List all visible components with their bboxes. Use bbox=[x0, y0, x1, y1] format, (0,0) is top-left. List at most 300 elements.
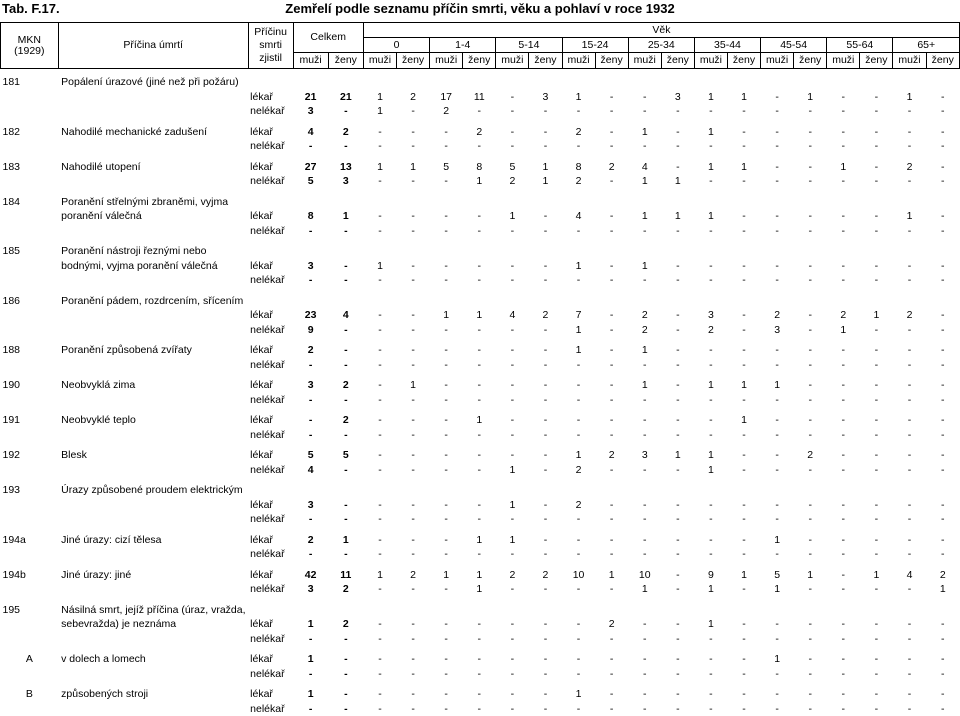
determined-by: nelékař bbox=[248, 323, 293, 338]
cause-code: 185 bbox=[1, 244, 59, 288]
age-value: - bbox=[661, 343, 694, 358]
age-value: - bbox=[694, 512, 727, 527]
cause-name: Úrazy způsobené proudem elektrickým bbox=[58, 483, 248, 527]
total-value: - bbox=[328, 667, 363, 682]
total-value: - bbox=[328, 104, 363, 119]
age-value: - bbox=[761, 463, 794, 478]
age-value: 2 bbox=[430, 104, 463, 119]
age-value: 2 bbox=[529, 568, 562, 583]
age-value: - bbox=[893, 448, 926, 463]
age-value: - bbox=[529, 547, 562, 562]
total-value: 4 bbox=[328, 308, 363, 323]
age-value: - bbox=[562, 533, 595, 548]
age-value: - bbox=[860, 273, 893, 288]
cause-code: 188 bbox=[1, 343, 59, 372]
age-value: - bbox=[794, 512, 827, 527]
filler-cell bbox=[248, 483, 959, 498]
cause-name: způsobených stroji bbox=[58, 687, 248, 716]
age-value: 1 bbox=[628, 582, 661, 597]
age-value: - bbox=[661, 568, 694, 583]
age-value: 5 bbox=[496, 160, 529, 175]
age-value: - bbox=[463, 273, 496, 288]
age-group-header: 1-4 bbox=[430, 38, 496, 53]
total-value: 11 bbox=[328, 568, 363, 583]
age-value: - bbox=[926, 463, 959, 478]
age-value: - bbox=[595, 413, 628, 428]
age-value: - bbox=[893, 667, 926, 682]
determined-by: nelékař bbox=[248, 632, 293, 647]
age-value: - bbox=[430, 413, 463, 428]
age-value: - bbox=[893, 259, 926, 274]
cause-code: A bbox=[1, 652, 59, 681]
age-group-header: 25-34 bbox=[628, 38, 694, 53]
determined-by: nelékař bbox=[248, 358, 293, 373]
age-value: - bbox=[860, 632, 893, 647]
total-value: 3 bbox=[293, 378, 328, 393]
age-value: - bbox=[761, 358, 794, 373]
cause-name: Poranění pádem, rozdrcením, sřícením bbox=[58, 294, 248, 338]
male-header: muži bbox=[827, 53, 860, 69]
age-value: 1 bbox=[397, 160, 430, 175]
age-value: - bbox=[761, 104, 794, 119]
total-value: 2 bbox=[328, 378, 363, 393]
age-value: - bbox=[926, 413, 959, 428]
age-value: - bbox=[463, 547, 496, 562]
age-value: - bbox=[827, 652, 860, 667]
male-header: muži bbox=[496, 53, 529, 69]
cause-name: Neobvyklé teplo bbox=[58, 413, 248, 442]
age-value: - bbox=[529, 582, 562, 597]
age-value: - bbox=[794, 533, 827, 548]
age-value: - bbox=[496, 358, 529, 373]
table-body bbox=[1, 69, 960, 716]
age-value: - bbox=[794, 259, 827, 274]
female-header: ženy bbox=[794, 53, 827, 69]
age-value: - bbox=[661, 702, 694, 716]
age-value: - bbox=[562, 547, 595, 562]
cause-code: 184 bbox=[1, 195, 59, 239]
age-value: - bbox=[827, 617, 860, 632]
age-value: - bbox=[827, 533, 860, 548]
age-value: - bbox=[860, 702, 893, 716]
determined-by: lékař bbox=[248, 413, 293, 428]
age-value: - bbox=[761, 617, 794, 632]
age-value: - bbox=[694, 667, 727, 682]
age-value: - bbox=[761, 632, 794, 647]
age-value: - bbox=[363, 667, 396, 682]
age-value: - bbox=[463, 702, 496, 716]
age-value: - bbox=[661, 393, 694, 408]
age-value: - bbox=[595, 308, 628, 323]
age-value: 3 bbox=[628, 448, 661, 463]
age-value: - bbox=[397, 104, 430, 119]
age-value: 1 bbox=[463, 308, 496, 323]
mortality-table bbox=[0, 22, 960, 716]
age-value: - bbox=[893, 104, 926, 119]
age-value: 1 bbox=[628, 125, 661, 140]
determined-by: lékař bbox=[248, 209, 293, 224]
age-value: - bbox=[694, 533, 727, 548]
age-value: - bbox=[463, 428, 496, 443]
age-value: - bbox=[661, 358, 694, 373]
age-value: - bbox=[860, 224, 893, 239]
age-value: - bbox=[397, 125, 430, 140]
age-value: - bbox=[595, 687, 628, 702]
determined-by: nelékař bbox=[248, 702, 293, 716]
age-value: - bbox=[794, 224, 827, 239]
age-value: - bbox=[694, 343, 727, 358]
age-value: - bbox=[761, 273, 794, 288]
age-value: - bbox=[595, 547, 628, 562]
age-value: - bbox=[595, 224, 628, 239]
age-value: - bbox=[661, 259, 694, 274]
age-value: - bbox=[628, 702, 661, 716]
age-value: - bbox=[926, 547, 959, 562]
age-value: - bbox=[827, 273, 860, 288]
total-value: - bbox=[328, 393, 363, 408]
cause-code: 194b bbox=[1, 568, 59, 597]
age-value: - bbox=[496, 413, 529, 428]
age-value: - bbox=[430, 358, 463, 373]
age-value: - bbox=[529, 358, 562, 373]
age-value: - bbox=[595, 428, 628, 443]
age-value: - bbox=[628, 139, 661, 154]
age-value: - bbox=[397, 273, 430, 288]
determined-by: lékař bbox=[248, 125, 293, 140]
age-value: - bbox=[694, 273, 727, 288]
age-value: - bbox=[430, 463, 463, 478]
male-header: muži bbox=[293, 53, 328, 69]
age-value: - bbox=[827, 547, 860, 562]
age-value: - bbox=[827, 687, 860, 702]
age-value: - bbox=[529, 259, 562, 274]
age-value: - bbox=[926, 160, 959, 175]
age-value: - bbox=[860, 104, 893, 119]
age-value: - bbox=[363, 512, 396, 527]
age-value: - bbox=[628, 224, 661, 239]
age-value: - bbox=[363, 428, 396, 443]
age-value: 1 bbox=[661, 174, 694, 189]
age-value: - bbox=[860, 209, 893, 224]
age-value: - bbox=[595, 533, 628, 548]
age-value: - bbox=[595, 90, 628, 105]
age-value: - bbox=[827, 667, 860, 682]
age-value: 3 bbox=[529, 90, 562, 105]
total-value: 3 bbox=[293, 498, 328, 513]
age-group-header: 0 bbox=[363, 38, 429, 53]
age-value: - bbox=[794, 413, 827, 428]
age-value: - bbox=[496, 104, 529, 119]
age-value: 4 bbox=[893, 568, 926, 583]
age-value: - bbox=[727, 582, 760, 597]
age-value: - bbox=[562, 393, 595, 408]
female-header: ženy bbox=[397, 53, 430, 69]
total-value: 1 bbox=[293, 687, 328, 702]
age-value: 1 bbox=[926, 582, 959, 597]
age-value: - bbox=[893, 632, 926, 647]
age-value: - bbox=[727, 104, 760, 119]
age-value: - bbox=[397, 533, 430, 548]
age-value: - bbox=[595, 125, 628, 140]
age-value: - bbox=[529, 533, 562, 548]
age-value: - bbox=[926, 652, 959, 667]
age-value: - bbox=[463, 378, 496, 393]
age-value: 2 bbox=[595, 617, 628, 632]
age-value: - bbox=[727, 632, 760, 647]
determined-by: nelékař bbox=[248, 273, 293, 288]
age-value: - bbox=[827, 174, 860, 189]
age-value: 1 bbox=[529, 174, 562, 189]
age-value: - bbox=[661, 125, 694, 140]
age-value: - bbox=[430, 323, 463, 338]
age-value: - bbox=[694, 428, 727, 443]
age-value: - bbox=[363, 533, 396, 548]
age-value: - bbox=[363, 343, 396, 358]
determined-by: lékař bbox=[248, 617, 293, 632]
age-value: 1 bbox=[628, 209, 661, 224]
cause-name: Poranění způsobená zvířaty bbox=[58, 343, 248, 372]
age-value: 4 bbox=[562, 209, 595, 224]
age-value: - bbox=[827, 632, 860, 647]
age-value: 1 bbox=[463, 533, 496, 548]
total-value: - bbox=[328, 498, 363, 513]
age-value: - bbox=[893, 413, 926, 428]
age-value: 1 bbox=[727, 568, 760, 583]
age-value: - bbox=[397, 413, 430, 428]
age-value: - bbox=[761, 413, 794, 428]
age-value: - bbox=[595, 323, 628, 338]
age-value: 1 bbox=[694, 90, 727, 105]
total-value: - bbox=[328, 139, 363, 154]
age-value: - bbox=[628, 90, 661, 105]
age-value: - bbox=[529, 687, 562, 702]
age-value: - bbox=[661, 413, 694, 428]
age-value: - bbox=[661, 687, 694, 702]
age-value: - bbox=[628, 358, 661, 373]
age-value: - bbox=[430, 378, 463, 393]
age-value: 2 bbox=[496, 568, 529, 583]
determined-by: lékař bbox=[248, 533, 293, 548]
age-value: - bbox=[496, 139, 529, 154]
determined-by: lékař bbox=[248, 259, 293, 274]
age-value: - bbox=[761, 343, 794, 358]
age-value: - bbox=[363, 393, 396, 408]
age-group-header: 45-54 bbox=[761, 38, 827, 53]
age-value: - bbox=[694, 393, 727, 408]
age-value: - bbox=[761, 702, 794, 716]
age-value: - bbox=[827, 209, 860, 224]
age-value: - bbox=[397, 139, 430, 154]
age-value: - bbox=[761, 393, 794, 408]
age-value: - bbox=[595, 498, 628, 513]
age-value: 1 bbox=[694, 617, 727, 632]
age-value: 1 bbox=[463, 568, 496, 583]
name-continuation-row bbox=[1, 75, 960, 90]
age-value: - bbox=[363, 125, 396, 140]
determined-by: nelékař bbox=[248, 224, 293, 239]
determined-by: lékař bbox=[248, 498, 293, 513]
age-value: - bbox=[661, 632, 694, 647]
age-value: - bbox=[430, 547, 463, 562]
determined-by: nelékař bbox=[248, 174, 293, 189]
cause-code: 192 bbox=[1, 448, 59, 477]
age-value: - bbox=[893, 139, 926, 154]
determined-by: nelékař bbox=[248, 393, 293, 408]
age-value: - bbox=[860, 463, 893, 478]
age-value: - bbox=[363, 224, 396, 239]
age-value: 2 bbox=[562, 174, 595, 189]
age-value: - bbox=[397, 463, 430, 478]
age-value: - bbox=[926, 617, 959, 632]
age-value: - bbox=[628, 273, 661, 288]
age-value: - bbox=[496, 547, 529, 562]
total-value: - bbox=[328, 323, 363, 338]
age-value: 8 bbox=[562, 160, 595, 175]
age-value: - bbox=[529, 139, 562, 154]
age-value: - bbox=[562, 273, 595, 288]
age-value: - bbox=[694, 413, 727, 428]
age-value: - bbox=[496, 652, 529, 667]
age-value: - bbox=[827, 498, 860, 513]
total-value: - bbox=[328, 687, 363, 702]
mkn-header: MKN (1929) bbox=[1, 23, 59, 69]
total-value: 27 bbox=[293, 160, 328, 175]
age-value: - bbox=[363, 463, 396, 478]
age-value: - bbox=[694, 259, 727, 274]
age-value: - bbox=[529, 617, 562, 632]
female-header: ženy bbox=[328, 53, 363, 69]
cause-name: Popálení úrazové (jiné než při požáru) bbox=[58, 75, 248, 119]
cause-name: v dolech a lomech bbox=[58, 652, 248, 681]
age-value: 1 bbox=[463, 174, 496, 189]
age-value: - bbox=[496, 428, 529, 443]
age-value: - bbox=[926, 273, 959, 288]
age-value: - bbox=[463, 259, 496, 274]
age-value: - bbox=[827, 125, 860, 140]
age-value: - bbox=[794, 702, 827, 716]
name-continuation-row bbox=[1, 483, 960, 498]
determined-by: nelékař bbox=[248, 463, 293, 478]
age-value: - bbox=[860, 652, 893, 667]
age-value: - bbox=[761, 139, 794, 154]
age-value: - bbox=[397, 174, 430, 189]
age-value: 1 bbox=[661, 209, 694, 224]
age-value: 5 bbox=[430, 160, 463, 175]
age-value: - bbox=[496, 90, 529, 105]
age-value: - bbox=[860, 533, 893, 548]
age-value: - bbox=[529, 413, 562, 428]
age-value: - bbox=[463, 463, 496, 478]
age-value: - bbox=[595, 393, 628, 408]
determined-by: nelékař bbox=[248, 547, 293, 562]
age-value: 2 bbox=[794, 448, 827, 463]
age-value: - bbox=[529, 667, 562, 682]
age-value: 2 bbox=[562, 498, 595, 513]
determined-by: lékař bbox=[248, 160, 293, 175]
age-value: - bbox=[794, 547, 827, 562]
age-value: - bbox=[794, 139, 827, 154]
age-value: - bbox=[529, 125, 562, 140]
determined-by: lékař bbox=[248, 568, 293, 583]
title-bar bbox=[0, 0, 960, 22]
age-value: - bbox=[661, 224, 694, 239]
age-value: - bbox=[430, 259, 463, 274]
cause-name: Jiné úrazy: cizí tělesa bbox=[58, 533, 248, 562]
cause-name: Neobvyklá zima bbox=[58, 378, 248, 407]
age-value: - bbox=[794, 104, 827, 119]
age-value: - bbox=[694, 139, 727, 154]
age-value: - bbox=[529, 428, 562, 443]
age-value: - bbox=[496, 273, 529, 288]
determined-by: lékař bbox=[248, 308, 293, 323]
total-value: 13 bbox=[328, 160, 363, 175]
age-value: - bbox=[496, 617, 529, 632]
age-value: - bbox=[628, 687, 661, 702]
age-value: - bbox=[860, 413, 893, 428]
age-value: - bbox=[529, 652, 562, 667]
age-value: - bbox=[893, 498, 926, 513]
age-value: - bbox=[893, 323, 926, 338]
age-value: - bbox=[496, 667, 529, 682]
determined-by: lékař bbox=[248, 652, 293, 667]
age-value: 1 bbox=[727, 378, 760, 393]
age-value: - bbox=[694, 224, 727, 239]
total-value: 3 bbox=[293, 259, 328, 274]
age-value: - bbox=[562, 582, 595, 597]
age-value: - bbox=[363, 209, 396, 224]
age-value: - bbox=[661, 547, 694, 562]
age-value: - bbox=[661, 582, 694, 597]
age-value: - bbox=[694, 687, 727, 702]
age-value: - bbox=[794, 428, 827, 443]
age-value: - bbox=[595, 343, 628, 358]
age-value: - bbox=[926, 125, 959, 140]
age-value: - bbox=[661, 378, 694, 393]
age-value: - bbox=[794, 323, 827, 338]
age-value: - bbox=[363, 378, 396, 393]
age-value: - bbox=[463, 667, 496, 682]
age-value: - bbox=[926, 308, 959, 323]
age-value: - bbox=[926, 358, 959, 373]
female-header: ženy bbox=[463, 53, 496, 69]
age-value: 1 bbox=[529, 160, 562, 175]
age-value: - bbox=[860, 448, 893, 463]
total-value: 4 bbox=[293, 463, 328, 478]
age-value: - bbox=[761, 209, 794, 224]
age-value: - bbox=[727, 343, 760, 358]
table-row bbox=[1, 533, 960, 548]
age-value: - bbox=[794, 617, 827, 632]
age-value: 1 bbox=[363, 104, 396, 119]
age-value: - bbox=[595, 632, 628, 647]
age-value: - bbox=[794, 378, 827, 393]
age-value: - bbox=[794, 393, 827, 408]
age-value: - bbox=[827, 259, 860, 274]
age-value: - bbox=[761, 90, 794, 105]
age-value: 1 bbox=[628, 174, 661, 189]
table-row bbox=[1, 568, 960, 583]
age-value: - bbox=[529, 209, 562, 224]
total-value: - bbox=[328, 273, 363, 288]
age-value: - bbox=[430, 393, 463, 408]
age-value: 1 bbox=[463, 413, 496, 428]
age-value: - bbox=[761, 498, 794, 513]
age-value: 4 bbox=[628, 160, 661, 175]
age-value: - bbox=[562, 378, 595, 393]
age-value: 1 bbox=[562, 343, 595, 358]
age-value: - bbox=[860, 667, 893, 682]
age-value: - bbox=[761, 174, 794, 189]
